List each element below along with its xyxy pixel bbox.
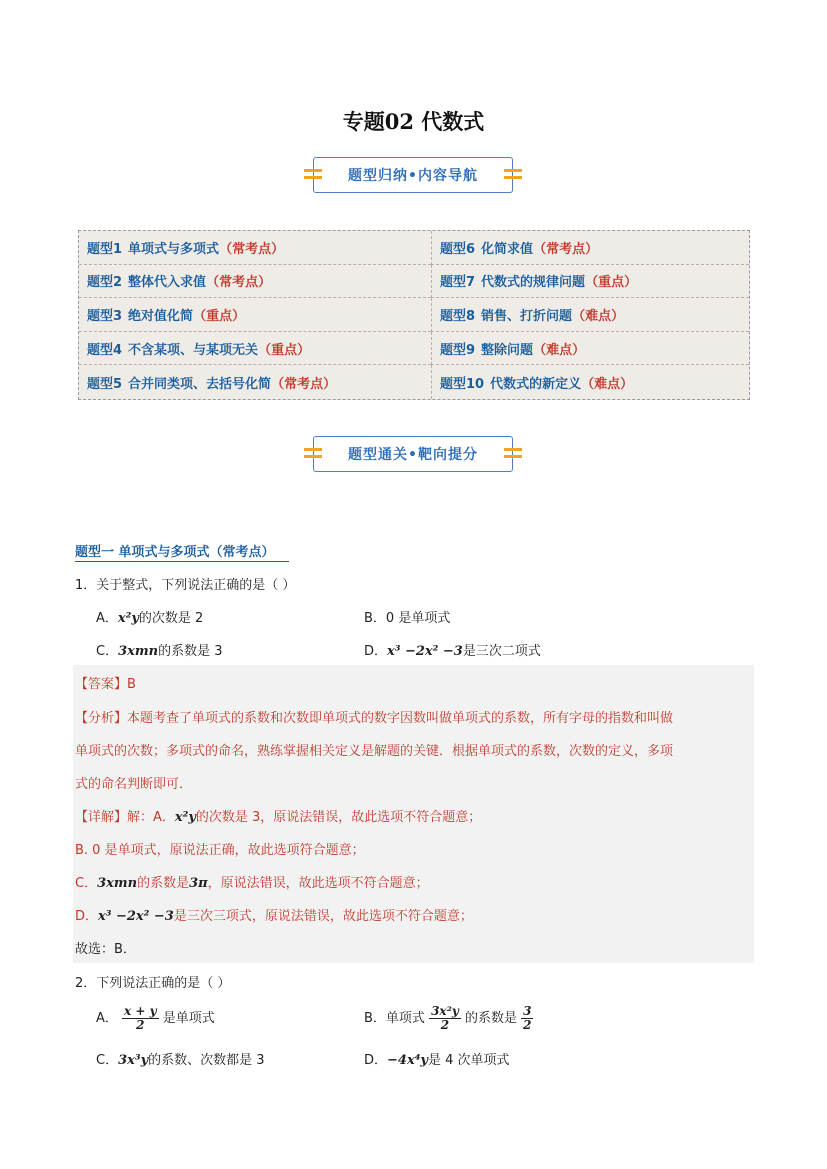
nav-item-7[interactable] xyxy=(79,332,431,366)
fraction: $\frac{\text{3x²y}}{2}$ xyxy=(431,1004,459,1032)
nav-banner-label: 题型归纳•内容导航 xyxy=(348,168,478,184)
nav-item-name: 整除问题 xyxy=(481,342,534,358)
banner-decoration-right xyxy=(504,446,522,461)
fraction: $\frac{3}{2}$ xyxy=(523,1004,532,1032)
question-2-option-d: D．−4x⁴y是 4 次单项式 xyxy=(364,1053,510,1068)
nav-banner xyxy=(313,157,513,193)
banner-decoration-left xyxy=(304,167,322,182)
nav-item-tag: （难点） xyxy=(581,376,634,392)
nav-item-name: 销售、打折问题 xyxy=(481,308,573,324)
detail-line-a: 【详解】解：A．x²y的次数是 3，原说法错误，故此选项不符合题意； xyxy=(75,810,482,825)
detail-line-d: D．x³ −2x² −3是三次三项式，原说法错误，故此选项不符合题意； xyxy=(75,909,473,924)
nav-item-name: 不含某项、与某项无关 xyxy=(128,342,259,358)
nav-item-number: 题型7 xyxy=(440,275,476,291)
nav-item-number: 题型6 xyxy=(440,241,476,257)
nav-item-8[interactable] xyxy=(431,332,749,366)
detail-line-c: C．3xmn的系数是3π，原说法错误，故此选项不符合题意； xyxy=(75,876,429,891)
nav-item-tag: （常考点） xyxy=(206,275,272,291)
nav-item-number: 题型10 xyxy=(440,376,485,392)
nav-item-tag: （常考点） xyxy=(271,376,337,392)
nav-item-number: 题型9 xyxy=(440,342,476,358)
section-heading: 题型一 单项式与多项式（常考点） xyxy=(75,541,289,562)
question-2-option-c: C．3x³y的系数、次数都是 3 xyxy=(96,1053,265,1068)
nav-item-name: 绝对值化简 xyxy=(128,308,194,324)
question-1-option-a: A．x²y的次数是 2 xyxy=(96,611,204,626)
nav-item-number: 题型5 xyxy=(87,376,123,392)
nav-item-4[interactable] xyxy=(431,265,749,299)
banner-decoration-left xyxy=(304,446,322,461)
practice-banner-label: 题型通关•靶向提分 xyxy=(348,447,478,463)
practice-banner xyxy=(313,436,513,472)
nav-item-name: 单项式与多项式 xyxy=(128,241,220,257)
question-2-stem: 2．下列说法正确的是（ ） xyxy=(75,976,231,991)
nav-item-number: 题型3 xyxy=(87,308,123,324)
question-1-option-c: C．3xmn的系数是 3 xyxy=(96,644,223,659)
nav-item-tag: （重点） xyxy=(193,308,246,324)
nav-item-name: 合并同类项、去括号化简 xyxy=(128,376,272,392)
nav-item-1[interactable] xyxy=(79,231,431,265)
nav-item-tag: （常考点） xyxy=(533,241,599,257)
nav-item-2[interactable] xyxy=(431,231,749,265)
nav-item-tag: （重点） xyxy=(585,275,638,291)
nav-item-tag: （重点） xyxy=(258,342,311,358)
question-1-option-d: D．x³ −2x² −3是三次二项式 xyxy=(364,644,541,659)
fraction: $\frac{x + y}{2}$ xyxy=(124,1004,157,1032)
question-2-option-b: B．单项式 $\frac{\text{3x²y}}{2}$ 的系数是 $\frac{3}{2}$ xyxy=(364,1004,532,1032)
nav-item-number: 题型2 xyxy=(87,275,123,291)
nav-item-name: 代数式的新定义 xyxy=(490,376,582,392)
choose-line: 故选：B． xyxy=(75,942,136,957)
detail-line-b: B. 0 是单项式，原说法正确，故此选项符合题意； xyxy=(75,843,365,858)
topic-nav-table xyxy=(78,230,750,400)
nav-item-number: 题型4 xyxy=(87,342,123,358)
question-1-stem: 1．关于整式，下列说法正确的是（ ） xyxy=(75,578,296,593)
nav-item-name: 化简求值 xyxy=(481,241,534,257)
page-title: 专题02 代数式 xyxy=(342,109,485,134)
question-2-option-a: A． $\frac{x + y}{2}$ 是单项式 xyxy=(96,1004,215,1032)
nav-item-tag: （难点） xyxy=(533,342,586,358)
question-1-option-b: B．0 是单项式 xyxy=(364,611,451,626)
banner-decoration-right xyxy=(504,167,522,182)
answer-line: 【答案】B xyxy=(75,677,136,692)
nav-item-number: 题型8 xyxy=(440,308,476,324)
nav-item-6[interactable] xyxy=(431,298,749,332)
nav-item-name: 代数式的规律问题 xyxy=(481,275,586,291)
nav-item-tag: （难点） xyxy=(572,308,625,324)
nav-item-5[interactable] xyxy=(79,298,431,332)
analysis-line-2: 单项式的次数；多项式的命名，熟练掌握相关定义是解题的关键．根据单项式的系数，次数的定义，多项 xyxy=(75,744,674,759)
nav-item-tag: （常考点） xyxy=(219,241,285,257)
nav-item-9[interactable] xyxy=(79,365,431,399)
nav-item-name: 整体代入求值 xyxy=(128,275,207,291)
nav-item-3[interactable] xyxy=(79,265,431,299)
analysis-line-1: 【分析】本题考查了单项式的系数和次数即单项式的数字因数叫做单项式的系数，所有字母的指数和叫做 xyxy=(75,711,674,726)
nav-item-number: 题型1 xyxy=(87,241,123,257)
analysis-line-3: 式的命名判断即可． xyxy=(75,777,193,792)
nav-item-10[interactable] xyxy=(431,365,749,399)
